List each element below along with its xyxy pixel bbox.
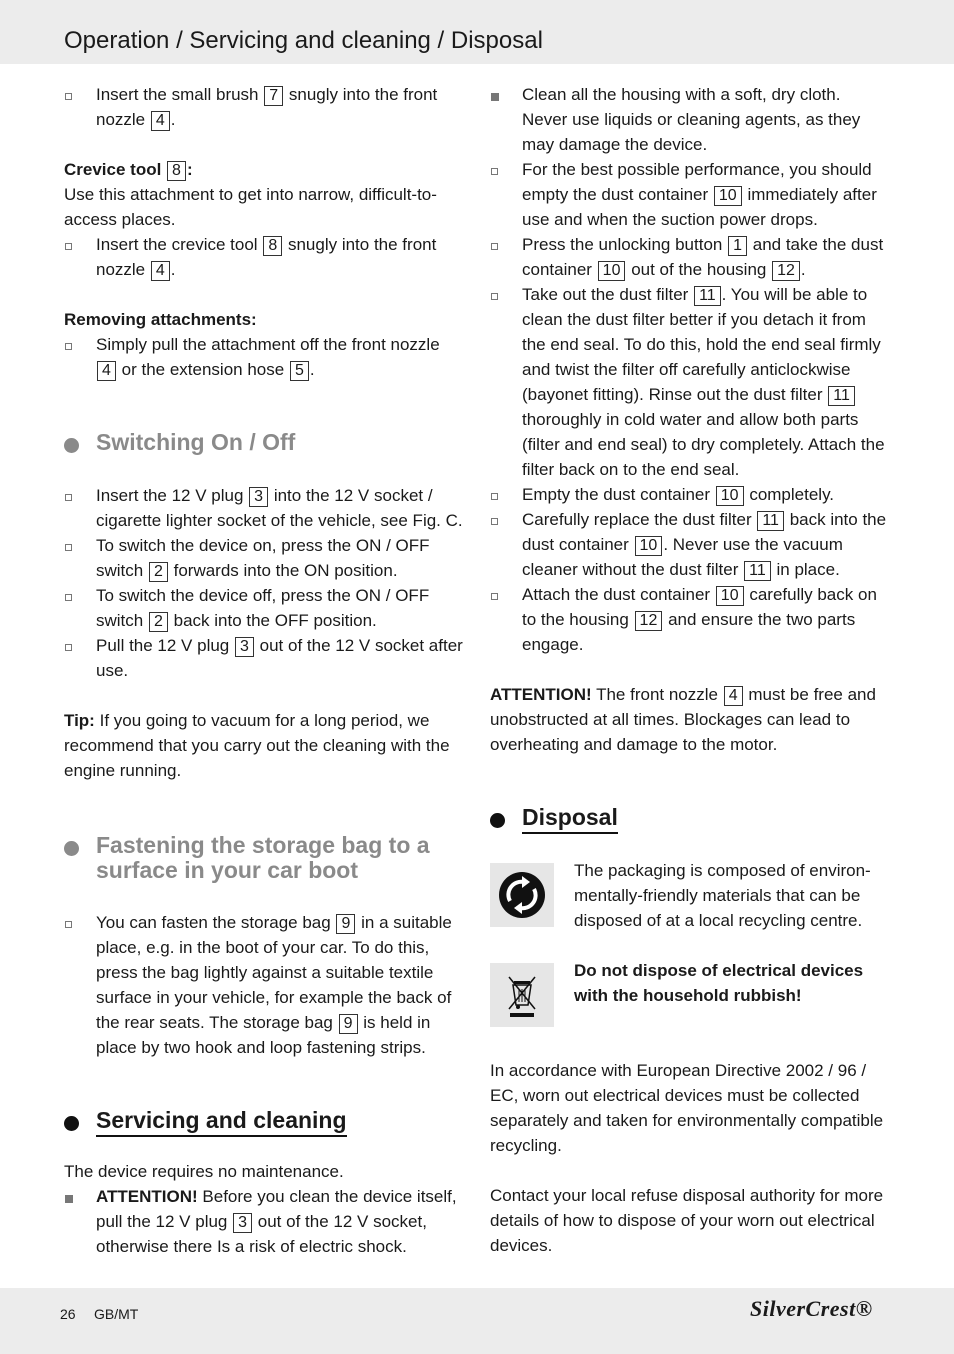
part-ref: 4	[151, 111, 170, 131]
part-ref: 3	[233, 1213, 252, 1233]
locale-label: GB/MT	[94, 1306, 139, 1322]
part-ref: 11	[744, 561, 771, 581]
servicing-text: The device requires no maintenance.	[64, 1162, 344, 1181]
tip-paragraph: Tip: If you going to vacuum for a long period, we recommend that you carry out the cleaning with the engine running.	[64, 711, 450, 780]
bullet-icon	[65, 544, 72, 551]
part-ref: 10	[716, 486, 744, 506]
part-ref: 8	[167, 161, 186, 181]
section-heading: Servicing and cleaning	[96, 1108, 464, 1133]
section-disposal	[490, 805, 890, 830]
part-ref: 8	[263, 236, 282, 256]
bullet-icon	[491, 593, 498, 600]
list-item: To switch the device off, press the ON / OFF switch 2 back into the OFF position.	[64, 583, 464, 633]
part-ref: 2	[149, 612, 168, 632]
list-item: Press the unlocking button 1 and take the dust container 10 out of the housing 12 .	[490, 232, 890, 282]
list-item: Simply pull the attachment off the front nozzle 4 or the extension hose 5 .	[64, 332, 464, 382]
bullet-icon	[491, 493, 498, 500]
list-item: To switch the device on, press the ON / OFF switch 2 forwards into the ON position.	[64, 533, 464, 583]
green-dot-recycling-icon	[490, 863, 554, 927]
removing-heading: Removing attachments:	[64, 310, 257, 329]
bullet-icon	[491, 243, 498, 250]
part-ref: 11	[694, 286, 721, 306]
part-ref: 4	[151, 261, 170, 281]
section-heading: Switching On / Off	[96, 429, 296, 455]
part-ref: 10	[635, 536, 663, 556]
part-ref: 10	[716, 586, 744, 606]
bullet-icon	[65, 1195, 73, 1203]
part-ref: 4	[724, 686, 743, 706]
part-ref: 3	[249, 487, 268, 507]
bullet-icon	[491, 168, 498, 175]
part-ref: 2	[149, 562, 168, 582]
bullet-icon	[65, 343, 72, 350]
part-ref: 11	[828, 386, 855, 406]
part-ref: 3	[235, 637, 254, 657]
bullet-icon	[65, 921, 72, 928]
crevice-text: Use this attachment to get into narrow, difficult-to-access places.	[64, 185, 437, 229]
section-dot-icon	[64, 841, 79, 856]
part-ref: 4	[97, 361, 116, 381]
page-header	[0, 0, 954, 64]
list-item: Insert the crevice tool 8 snugly into the front nozzle 4 .	[64, 232, 464, 282]
crevice-heading: Crevice tool 8 :	[64, 160, 193, 179]
weee-warning: Do not dispose of electrical devices with the household rubbish!	[574, 961, 864, 1005]
list-item: Clean all the housing with a soft, dry cloth. Never use liquids or cleaning agents, as they may damage the device.	[490, 82, 890, 157]
page-number: 26	[60, 1306, 76, 1322]
part-ref: 7	[264, 86, 283, 106]
section-switching	[64, 430, 464, 455]
attention-paragraph: ATTENTION! The front nozzle 4 must be free and unobstructed at all times. Blockages can lead to overheating and damage to the motor.	[490, 685, 876, 754]
bullet-icon	[491, 518, 498, 525]
directive-text: In accordance with European Directive 2002 / 96 / EC, worn out electrical devices must be collected separately and taken for environmentally compatible recycling.	[490, 1061, 884, 1155]
bullet-icon	[491, 93, 499, 101]
bullet-icon	[65, 93, 72, 100]
list-item: Attach the dust container 10 carefully back on to the housing 12 and ensure the two parts engage.	[490, 582, 890, 657]
list-item: For the best possible performance, you should empty the dust container 10 immediately after use and when the suction power drops.	[490, 157, 890, 232]
section-fastening	[64, 833, 464, 883]
list-item: You can fasten the storage bag 9 in a suitable place, e.g. in the boot of your car. To do this, press the bag lightly against a suitable textile surface in your vehicle, for example the back of the rear seats. The storage bag 9 is held in place by two hook and loop fastening strips.	[64, 910, 464, 1060]
list-item: ATTENTION! Before you clean the device itself, pull the 12 V plug 3 out of the 12 V socket, otherwise there Is a risk of electric shock.	[64, 1184, 464, 1259]
brand-logo: SilverCrest®	[750, 1296, 873, 1321]
bullet-icon	[65, 494, 72, 501]
bullet-icon	[491, 293, 498, 300]
part-ref: 11	[757, 511, 784, 531]
section-dot-icon	[64, 438, 79, 453]
page-title: Operation / Servicing and cleaning / Disposal	[64, 27, 543, 54]
part-ref: 9	[339, 1014, 358, 1034]
bullet-icon	[65, 644, 72, 651]
bullet-icon	[65, 243, 72, 250]
list-item: Insert the small brush 7 snugly into the front nozzle 4 .	[64, 82, 464, 132]
section-servicing	[64, 1108, 464, 1133]
list-item: Empty the dust container 10 completely.	[490, 482, 890, 507]
section-heading: Disposal	[522, 805, 890, 830]
section-dot-icon	[490, 813, 505, 828]
left-column	[64, 82, 464, 1259]
right-column	[490, 82, 890, 830]
part-ref: 12	[772, 261, 800, 281]
list-item: Take out the dust filter 11 . You will be able to clean the dust filter better if you detach it from the end seal. To do this, hold the end seal firmly and twist the filter off carefully anticlockwise (bayonet fitting). Rinse out the dust filter 11 thoroughly in cold water and allow both parts (filter and end seal) to dry completely. Attach the filter back on to the end seal.	[490, 282, 890, 482]
section-dot-icon	[64, 1116, 79, 1131]
contact-text: Contact your local refuse disposal authority for more details of how to dispose of your worn out electrical devices.	[490, 1186, 884, 1255]
section-heading: Fastening the storage bag to a surface in your car boot	[96, 832, 430, 883]
list-item: Pull the 12 V plug 3 out of the 12 V socket after use.	[64, 633, 464, 683]
list-item: Insert the 12 V plug 3 into the 12 V socket / cigarette lighter socket of the vehicle, see Fig. C.	[64, 483, 464, 533]
bullet-icon	[65, 594, 72, 601]
part-ref: 10	[714, 186, 742, 206]
part-ref: 10	[598, 261, 626, 281]
part-ref: 12	[635, 611, 663, 631]
part-ref: 9	[336, 914, 355, 934]
part-ref: 1	[728, 236, 747, 256]
packaging-text: The packaging is composed of environ-mentally-friendly materials that can be disposed of at a local recycling centre.	[574, 861, 871, 930]
crossed-out-wheelie-bin-icon	[490, 963, 554, 1027]
list-item: Carefully replace the dust filter 11 back into the dust container 10 . Never use the vacuum cleaner without the dust filter 11 in place.	[490, 507, 890, 582]
part-ref: 5	[290, 361, 309, 381]
